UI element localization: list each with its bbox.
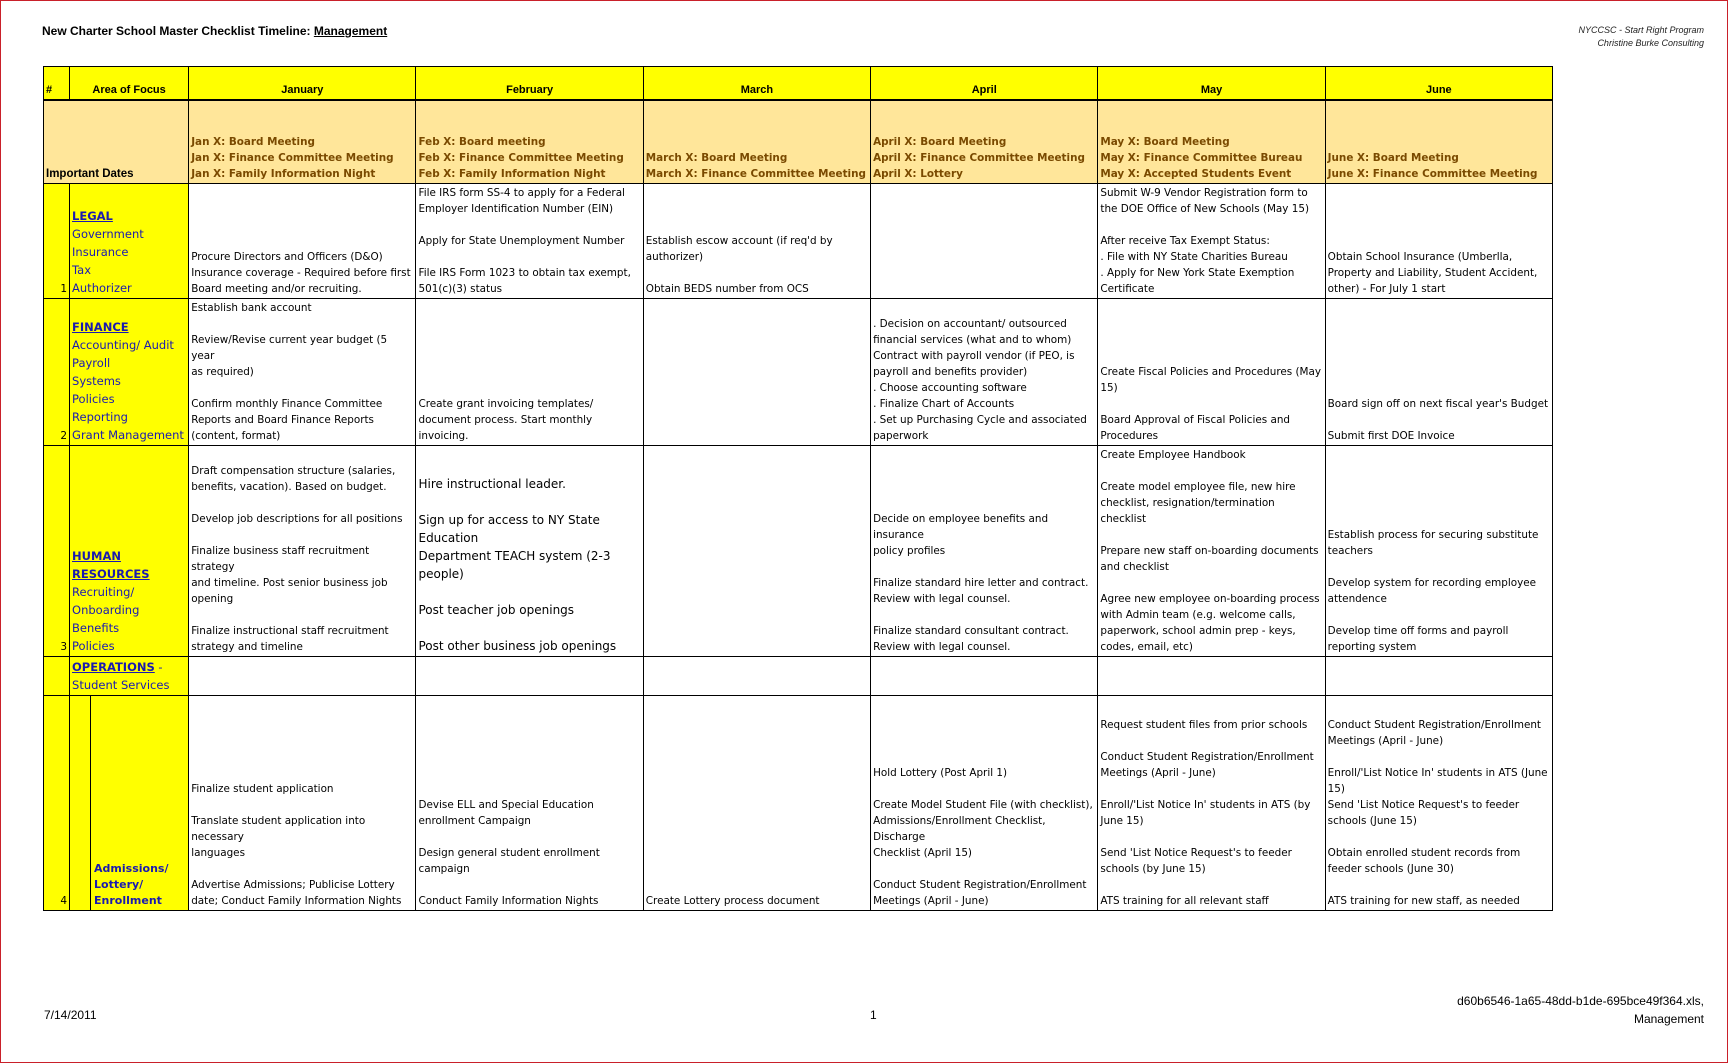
area-title-suffix: - [154,660,163,674]
hr-january: Draft compensation structure (salaries, benefits, vacation). Based on budget. Develop job descriptions for all positions Finalize business staff recruitment strategy and timeline. Post senior business job opening Finalize instructional staff recruitment strategy and timeline [189,446,416,657]
ops-january [189,657,416,696]
finance-may: Create Fiscal Policies and Procedures (May 15) Board Approval of Fiscal Policies and Procedures [1098,299,1325,446]
table-row-hr [44,446,1553,657]
area-items: Recruiting/ Onboarding Benefits Policies [72,585,140,653]
area-sub: Student Services [72,678,170,692]
legal-may: Submit W-9 Vendor Registration form to the DOE Office of New Schools (May 15) After receive Tax Exempt Status: . File with NY State Charities Bureau . Apply for New York State Exemption Certificate [1098,184,1325,299]
row-number: 4 [44,696,70,911]
dates-january: Jan X: Board Meeting Jan X: Finance Committee Meeting Jan X: Family Information Night [189,100,416,184]
adm-january: Finalize student application Translate student application into necessary languages Advertise Admissions; Publicise Lottery date; Conduct Family Information Nights [189,696,416,911]
area-items: Government Insurance Tax Authorizer [72,227,144,295]
header-row [44,67,1553,101]
footer-sheet: Management [1633,1012,1704,1026]
area-operations [70,657,189,696]
important-dates-row [44,100,1553,184]
page-title: New Charter School Master Checklist Timeline: Management [42,24,388,38]
area-finance [70,299,189,446]
legal-april [871,184,1098,299]
hr-march [643,446,870,657]
area-admissions-inner [70,696,188,910]
header-may: May [1098,67,1325,101]
corner-credit [1578,24,1704,50]
adm-may: Request student files from prior schools Conduct Student Registration/Enrollment Meetings (April - June) Enroll/'List Notice In' students in ATS (by June 15) Send 'List Notice Request's to feeder schools (by June 15) ATS training for all relevant staff [1098,696,1325,911]
dates-march: March X: Board Meeting March X: Finance Committee Meeting [643,100,870,184]
finance-january: Establish bank account Review/Revise current year budget (5 year as required) Confirm monthly Finance Committee Reports and Board Finance Reports (content, format) [189,299,416,446]
area-title: LEGAL [72,209,113,223]
header-area: Area of Focus [70,67,189,101]
header-march: March [643,67,870,101]
header-num: # [44,67,70,101]
ops-march [643,657,870,696]
dates-april: April X: Board Meeting April X: Finance Committee Meeting April X: Lottery [871,100,1098,184]
important-dates-label: Important Dates [44,100,189,184]
area-indent [70,696,91,910]
table-row-finance [44,299,1553,446]
hr-may: Create Employee Handbook Create model employee file, new hire checklist, resignation/termination checklist Prepare new staff on-boarding documents and checklist Agree new employee on-boarding process with Admin team (e.g. welcome calls, paperwork, school admin prep - keys, codes, email, etc) [1098,446,1325,657]
finance-april: . Decision on accountant/ outsourced financial services (what and to whom) Contract with payroll vendor (if PEO, is payroll and benefits provider) . Choose accounting software . Finalize Chart of Accounts . Set up Purchasing Cycle and associated paperwork [871,299,1098,446]
ops-april [871,657,1098,696]
row-number: 1 [44,184,70,299]
footer-file: d60b6546-1a65-48dd-b1de-695bce49f364.xls, [1457,994,1704,1008]
adm-april: Hold Lottery (Post April 1) Create Model Student File (with checklist), Admissions/Enrollment Checklist, Discharge Checklist (April 15) Conduct Student Registration/Enrollment Meetings (April - June) [871,696,1098,911]
finance-february: Create grant invoicing templates/ document process. Start monthly invoicing. [416,299,643,446]
corner-line1: NYCCSC - Start Right Program [1578,25,1704,35]
adm-february: Devise ELL and Special Education enrollment Campaign Design general student enrollment campaign Conduct Family Information Nights [416,696,643,911]
dates-june: June X: Board Meeting June X: Finance Committee Meeting [1325,100,1552,184]
header-february: February [416,67,643,101]
area-hr [70,446,189,657]
legal-march: Establish escow account (if req'd by authorizer) Obtain BEDS number from OCS [643,184,870,299]
area-admissions-label: Admissions/ Lottery/ Enrollment [94,862,169,907]
header-january: January [189,67,416,101]
adm-june: Conduct Student Registration/Enrollment Meetings (April - June) Enroll/'List Notice In' students in ATS (June 15) Send 'List Notice Request's to feeder schools (June 15) Obtain enrolled student records from feeder schools (June 30) ATS training for new staff, as needed [1325,696,1552,911]
legal-february: File IRS form SS-4 to apply for a Federal Employer Identification Number (EIN) Apply for State Unemployment Number File IRS Form 1023 to obtain tax exempt, 501(c)(3) status [416,184,643,299]
finance-march [643,299,870,446]
checklist-table [43,66,1553,911]
dates-february: Feb X: Board meeting Feb X: Finance Committee Meeting Feb X: Family Information Night [416,100,643,184]
row-number: 2 [44,299,70,446]
dates-may: May X: Board Meeting May X: Finance Committee Bureau May X: Accepted Students Event [1098,100,1325,184]
finance-june: Board sign off on next fiscal year's Budget Submit first DOE Invoice [1325,299,1552,446]
row-number-empty [44,657,70,696]
ops-february [416,657,643,696]
footer-date: 7/14/2011 [44,1008,97,1022]
hr-june: Establish process for securing substitute teachers Develop system for recording employee attendence Develop time off forms and payroll reporting system [1325,446,1552,657]
header-june: June [1325,67,1552,101]
row-number: 3 [44,446,70,657]
table-row-operations [44,657,1553,696]
table-row-legal [44,184,1553,299]
footer-file-info [1457,992,1704,1028]
area-legal [70,184,189,299]
corner-line2: Christine Burke Consulting [1597,38,1704,48]
hr-february: Hire instructional leader. Sign up for access to NY State Education Department TEACH system (2-3 people) Post teacher job openings Post other business job openings [416,446,643,657]
legal-january: Procure Directors and Officers (D&O) Insurance coverage - Required before first Board meeting and/or recruiting. [189,184,416,299]
area-items: Accounting/ Audit Payroll Systems Policies Reporting Grant Management [72,338,184,442]
ops-june [1325,657,1552,696]
table-row-admissions [44,696,1553,911]
footer-page-number: 1 [870,1008,877,1022]
area-title: HUMAN RESOURCES [72,549,150,581]
ops-may [1098,657,1325,696]
adm-march: Create Lottery process document [643,696,870,911]
area-admissions [70,696,189,911]
area-title: OPERATIONS [72,660,155,674]
legal-june: Obtain School Insurance (Umberlla, Property and Liability, Student Accident, other) - For July 1 start [1325,184,1552,299]
page-title-emphasis: Management [313,24,388,38]
header-april: April [871,67,1098,101]
hr-april: Decide on employee benefits and insurance policy profiles Finalize standard hire letter and contract. Review with legal counsel. Finalize standard consultant contract. Review with legal counsel. [871,446,1098,657]
area-title: FINANCE [72,320,129,334]
